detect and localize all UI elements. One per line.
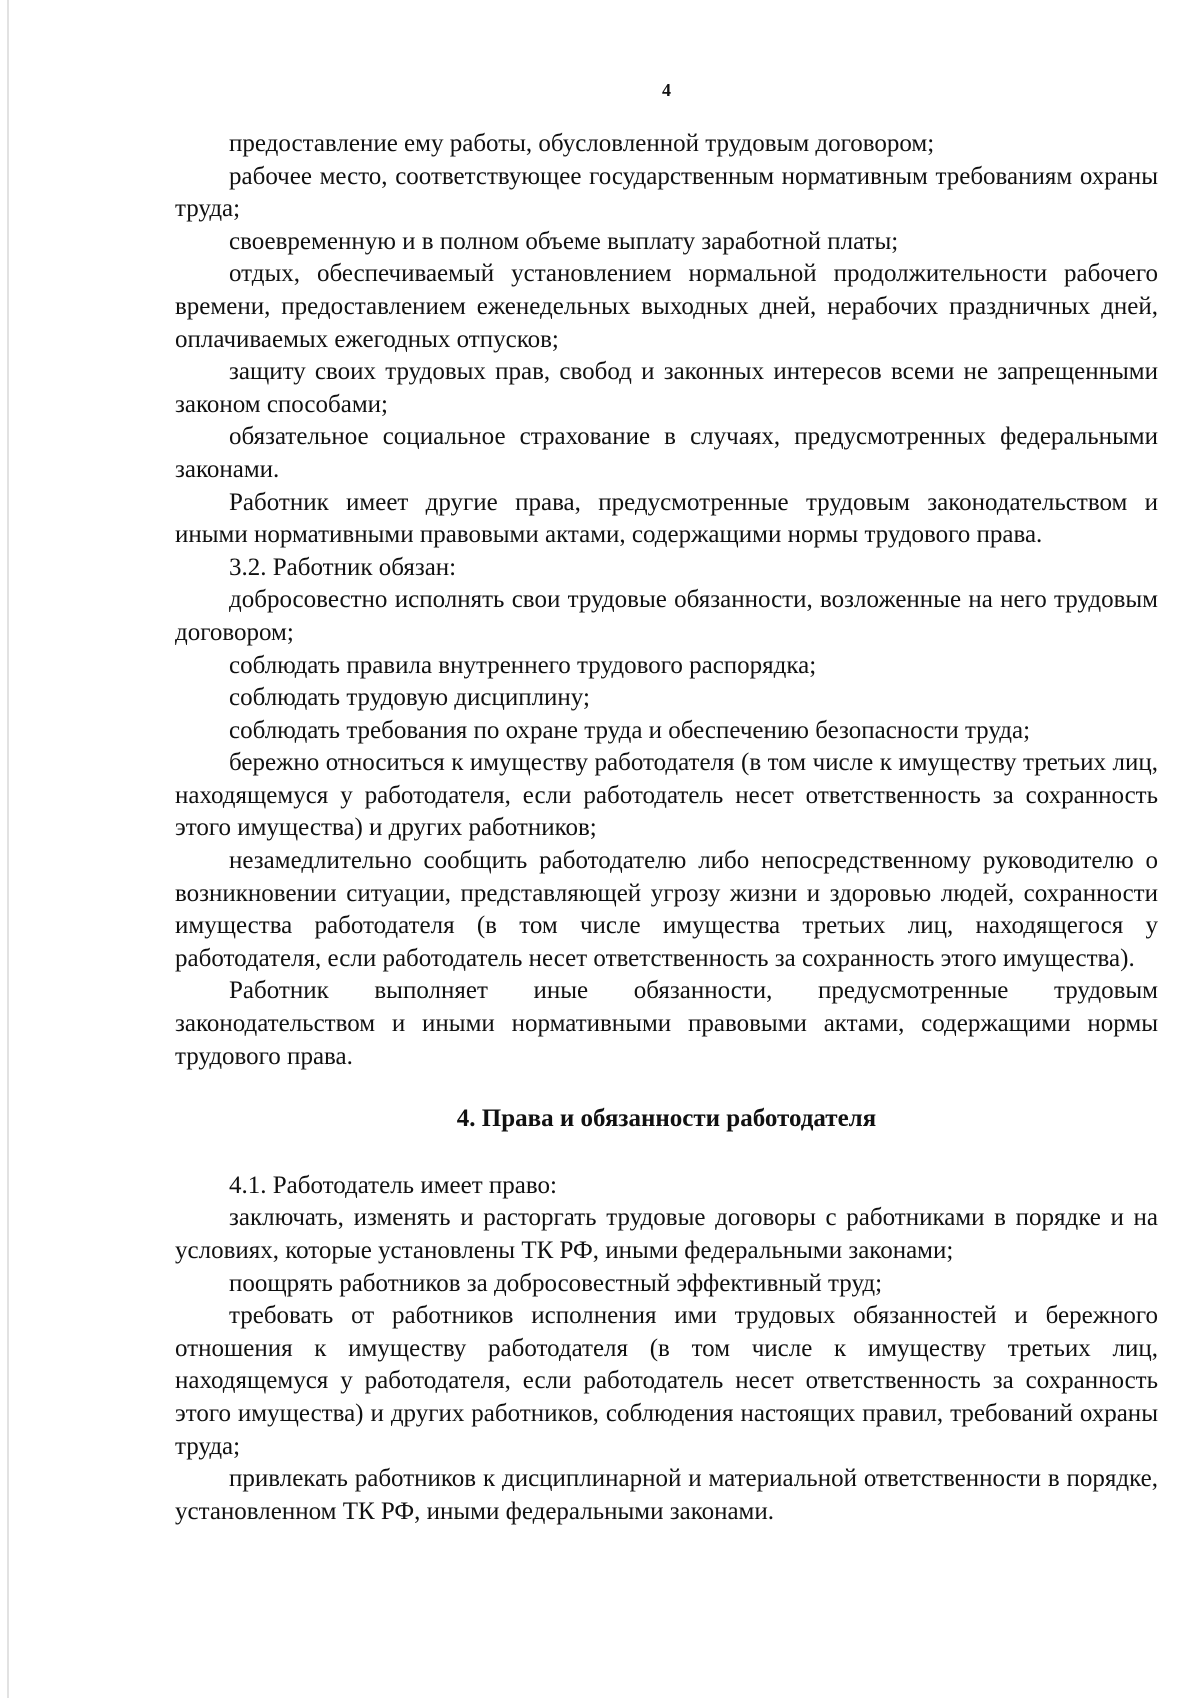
paragraph: привлекать работников к дисциплинарной и материальной ответственности в порядке, установленном ТК РФ, иными федеральными законами. [175, 1465, 1158, 1525]
paragraph: соблюдать трудовую дисциплину; [229, 684, 590, 712]
document-page [175, 0, 1158, 1698]
paragraph: бережно относиться к имуществу работодателя (в том числе к имуществу третьих лиц, находящемуся у работодателя, если работодатель несет ответственность за сохранность этого имущества) и других работников; [175, 749, 1158, 842]
subsection-title: 4.1. Работодатель имеет право: [229, 1171, 557, 1199]
paragraph: соблюдать правила внутреннего трудового распорядка; [229, 651, 817, 679]
paragraph: требовать от работников исполнения ими трудовых обязанностей и бережного отношения к имуществу работодателя (в том числе к имуществу третьих лиц, находящемуся у работодателя, если работодатель несет ответственность за сохранность этого имущества) и других работников, соблюдения настоящих правил, требований охраны труда; [175, 1302, 1158, 1460]
paragraph: защиту своих трудовых прав, свобод и законных интересов всеми не запрещенными законом способами; [175, 358, 1158, 418]
paragraph: обязательное социальное страхование в случаях, предусмотренных федеральными законами. [175, 423, 1158, 483]
paragraph: заключать, изменять и расторгать трудовые договоры с работниками в порядке и на условиях, которые установлены ТК РФ, иными федеральными законами; [175, 1204, 1158, 1264]
section-heading: 4. Права и обязанности работодателя [456, 1105, 877, 1133]
paragraph: отдых, обеспечиваемый установлением нормальной продолжительности рабочего времени, предоставлением еженедельных выходных дней, нерабочих праздничных дней, оплачиваемых ежегодных отпусков; [175, 260, 1158, 353]
paragraph: незамедлительно сообщить работодателю либо непосредственному руководителю о возникновении ситуации, представляющей угрозу жизни и здоровью людей, сохранности имущества работодателя (в том числе имущества третьих лиц, находящегося у работодателя, если работодатель несет ответственность за сохранность этого имущества). [175, 847, 1158, 972]
paragraph: поощрять работников за добросовестный эффективный труд; [229, 1269, 883, 1297]
page-number: 4 [662, 80, 671, 100]
subsection-title: 3.2. Работник обязан: [229, 553, 457, 581]
paragraph: своевременную и в полном объеме выплату заработной платы; [229, 227, 899, 255]
paragraph: Работник имеет другие права, предусмотренные трудовым законодательством и иными нормативными правовыми актами, содержащими нормы трудового права. [175, 488, 1158, 549]
paragraph: рабочее место, соответствующее государственным нормативным требованиям охраны труда; [175, 162, 1158, 223]
document-body [175, 128, 1158, 1528]
paragraph: соблюдать требования по охране труда и обеспечению безопасности труда; [229, 716, 1031, 744]
paragraph: добросовестно исполнять свои трудовые обязанности, возложенные на него трудовым договором; [175, 586, 1158, 646]
paragraph: Работник выполняет иные обязанности, предусмотренные трудовым законодательством и иными нормативными правовыми актами, содержащими нормы трудового права. [175, 977, 1158, 1070]
paragraph: предоставление ему работы, обусловленной трудовым договором; [229, 130, 935, 157]
